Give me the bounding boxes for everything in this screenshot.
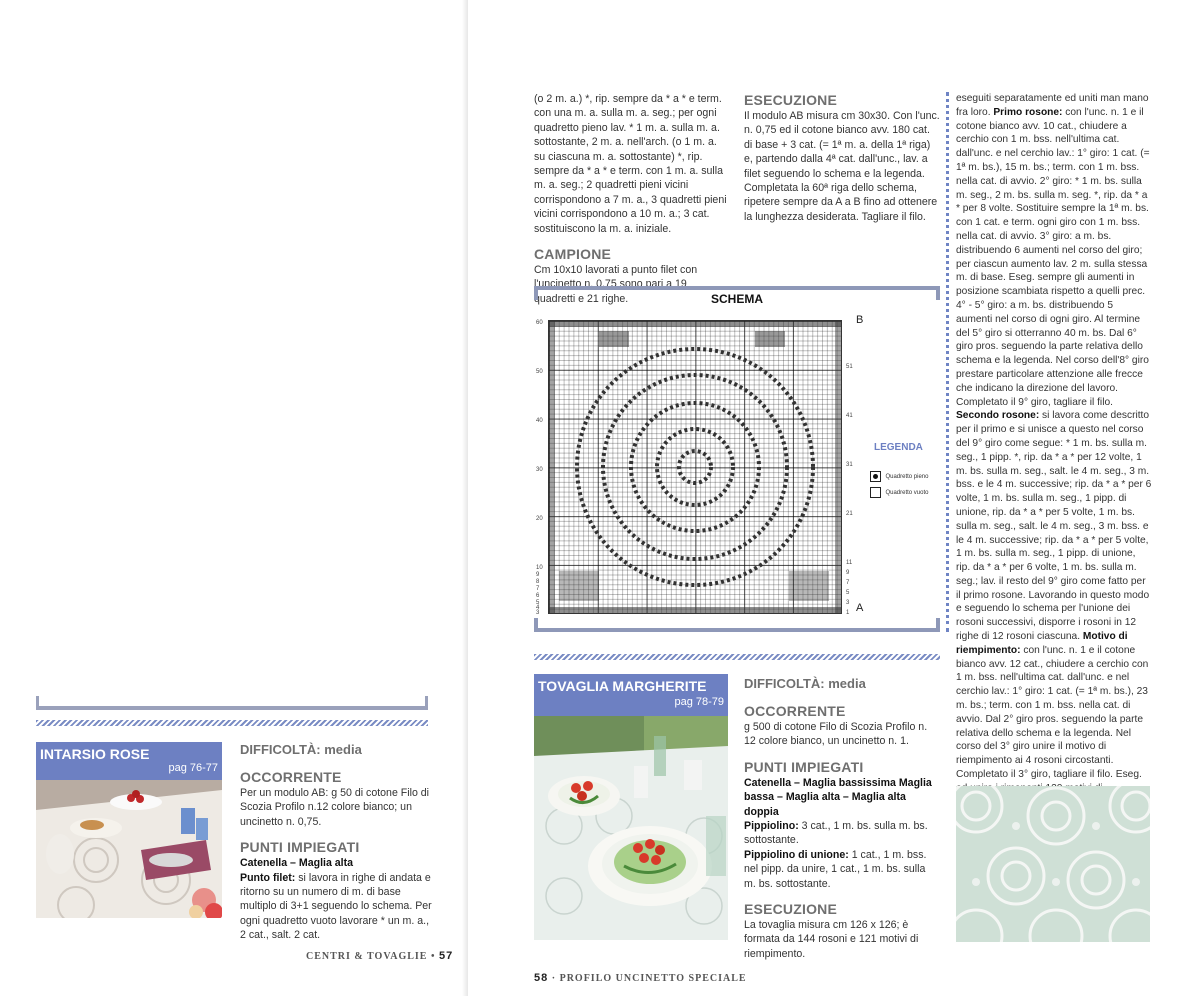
col2-top-block bbox=[744, 92, 940, 224]
left-footer-dot: • bbox=[430, 951, 436, 962]
right-footer bbox=[534, 972, 747, 984]
tovaglia-photo-image bbox=[534, 716, 728, 940]
intarsio-punti-heading: PUNTI IMPIEGATI bbox=[240, 839, 360, 856]
tick-left-40: 40 bbox=[536, 418, 543, 424]
tick-right-3: 3 bbox=[846, 600, 850, 606]
tovaglia-title: TOVAGLIA MARGHERITE bbox=[538, 678, 707, 694]
tick-left-5: 5 bbox=[536, 600, 540, 606]
tick-right-7: 7 bbox=[846, 580, 850, 586]
tick-right-11: 11 bbox=[846, 560, 853, 566]
tick-left-3: 3 bbox=[536, 610, 540, 616]
legend-item-empty bbox=[870, 484, 940, 502]
tick-right-41: 41 bbox=[846, 413, 853, 419]
esecuzione-heading: ESECUZIONE bbox=[744, 92, 838, 108]
secondo-rosone-text: si lavora come descritto per il primo e si unisce a questo nel corso del 9° giro come segue: * 1 m. bs. sulla m. seg., 1 pipp. *, rip. da * a * per 12 volte, 1 m. bs. sulla m. seg., salt. le 4 m. seg., 3 m. bss. e le 4 m. successive; rip. da * a * per 6 volte, 1 m. bs. sulla m. seg., 1 pipp. di unione, rip. da * a * per 5 volte, 1 m. bs. sulla m. seg., salt. le 4 m. seg., 3 m. bss. e le 4 m. successive; rip. da * a * per 5 volte, 1 m. bs. sulla m. seg., 1 pipp. di unione, rip. da * a * per 6 volte, 1 m. bs. sulla m. seg.; lav. il resto del 9° giro come fatto per il primo rosone. Lavorando in questo modo e seguendo lo schema per l'unione dei rosoni successivi, disporre i rosoni in 12 righe di 12 rosoni ciascuna. bbox=[956, 410, 1152, 643]
tick-left-20: 20 bbox=[536, 516, 543, 522]
col3-intro: eseguiti separatamente ed uniti man mano fra loro. bbox=[956, 93, 1149, 118]
hatch-divider-right bbox=[534, 654, 940, 660]
punto-filet-label: Punto filet: bbox=[240, 871, 296, 884]
primo-rosone-text: con l'unc. n. 1 e il cotone bianco avv. 10 cat., chiudere a cerchio con 1 m. bss. nell'ultima cat. dall'unc. e nel cerchio lav.: 1° giro: 1 cat. (= 1ª m. bs.), 15 m. bs.; term. con 1 m. bss. nella cat. di avvio. 2° giro: * 1 m. bs. sulla m. seg., 2 m. bs. sulla m. seg. *, rip. da * a * per 8 volte. Sostituire sempre la 1ª m. bs. con 1 cat. e term. ogni giro con 1 m. bss. nella cat. di avvio. 3° giro: a m. bs. distribuendo 6 aumenti nel corso del giro; per ciascun aumento lav. 2 m. sulla stessa m. di base. Eseg. sempre gli aumenti in posizione scambiata rispetto a quelli prec. 4° - 5° giro: a m. bs. distribuendo 5 aumenti nel corso di ogni giro. Al termine del 5° giro si otterranno 40 m. bs. Dal 6° giro pros. seguendo la parte relativa dello schema e la legenda. Nel corso dell'8° giro prestare particolare attenzione alle frecce che indicano la direzione del lavoro. Completato il 9° giro, tagliare il filo. bbox=[956, 106, 1150, 408]
hatch-divider-left bbox=[36, 720, 428, 726]
schema-chart-area bbox=[534, 306, 940, 616]
tovaglia-esecuzione-text: La tovaglia misura cm 126 x 126; è formata da 144 rosoni e 121 motivi di riempimento. bbox=[744, 919, 919, 960]
intarsio-photo bbox=[36, 780, 222, 918]
tick-left-10: 10 bbox=[536, 565, 543, 571]
right-footer-dot: · bbox=[551, 973, 557, 984]
right-footer-section: PROFILO UNCINETTO SPECIALE bbox=[559, 973, 747, 984]
tick-left-60: 60 bbox=[536, 320, 543, 326]
tick-left-4: 4 bbox=[536, 605, 540, 611]
tovaglia-pag: pag 78-79 bbox=[674, 696, 724, 708]
left-footer bbox=[306, 950, 453, 962]
intarsio-text-block bbox=[240, 742, 432, 943]
tick-right-31: 31 bbox=[846, 462, 853, 468]
intarsio-title: INTARSIO ROSE bbox=[40, 746, 150, 762]
schema-title: SCHEMA bbox=[710, 292, 763, 306]
primo-rosone-label: Primo rosone: bbox=[993, 106, 1063, 118]
left-page bbox=[0, 0, 468, 996]
col3-block bbox=[956, 92, 1152, 809]
tovaglia-occorrente-heading: OCCORRENTE bbox=[744, 703, 846, 719]
tick-left-50: 50 bbox=[536, 369, 543, 375]
campione-heading: CAMPIONE bbox=[534, 246, 612, 263]
tick-left-9: 9 bbox=[536, 572, 540, 578]
schema-pattern bbox=[549, 321, 841, 613]
tovaglia-punti-sub: Catenella – Maglia bassissima Maglia bassa – Maglia alta – Maglia alta doppia bbox=[744, 776, 932, 818]
tovaglia-esecuzione-heading: ESECUZIONE bbox=[744, 901, 838, 918]
campione-text: Cm 10x10 lavorati a punto filet con l'uncinetto n. 0,75 sono pari a 19 quadretti e 21 righe. bbox=[534, 264, 698, 305]
secondo-rosone-label: Secondo rosone: bbox=[956, 410, 1040, 422]
pippiolino-text: 3 cat., 1 m. bs. sulla m. bs. sottostante. bbox=[744, 820, 928, 847]
punto-filet-text: si lavora in righe di andata e ritorno su un numero di m. di base multiplo di 3+1 seguendo lo schema. Per ogni quadretto vuoto lavorare * un m. a., 2 cat., salt. 2 cat. bbox=[240, 871, 432, 942]
tovaglia-photo bbox=[534, 716, 728, 940]
tovaglia-punti-heading: PUNTI IMPIEGATI bbox=[744, 758, 864, 775]
right-footer-page: 58 bbox=[534, 972, 549, 984]
pattern-rose-outer bbox=[577, 349, 813, 585]
tovaglia-pippiolino-unione bbox=[744, 848, 940, 891]
motivo-text: con l'unc. n. 1 e il cotone bianco avv. 12 cat., chiudere a cerchio con 1 m. bss. nell'ultima cat. dall'unc. e nel cerchio lav.: 1° giro: 1 cat. (= 1ª m. bs.), 23 m. bs.; term. con 1 m. bss. nella cat. di avvio. Dal 2° giro pros. seguendo la parte relativa dello schema e la legenda. Nel corso del 3° giro unire il motivo di riempimento ai 4 rosoni circostanti. Completato il 3° giro, tagliare il filo. Eseg. bbox=[956, 644, 1149, 781]
intarsio-label bbox=[36, 742, 222, 780]
tovaglia-label bbox=[534, 674, 728, 716]
tovaglia-difficulty: DIFFICOLTÀ: media bbox=[744, 676, 866, 691]
esecuzione-text: Il modulo AB misura cm 30x30. Con l'unc. n. 0,75 ed il cotone bianco avv. 180 cat. di base + 3 cat. (= 1ª m. a. della 1ª riga) e, partendo dalla 4ª cat. dall'unc., lav. a filet seguendo lo schema e la legenda. Completata la 60ª riga dello schema, ripetere sempre da A a B fino ad ottenere la lunghezza desiderata. Tagliare il filo. bbox=[744, 110, 940, 223]
intarsio-punto-filet bbox=[240, 871, 432, 943]
left-footer-section: CENTRI & TOVAGLIE bbox=[306, 951, 428, 962]
intarsio-pag: pag 76-77 bbox=[168, 762, 218, 774]
frame-bottom-left bbox=[36, 696, 428, 710]
tick-left-8: 8 bbox=[536, 579, 540, 585]
tick-left-6: 6 bbox=[536, 593, 540, 599]
tovaglia-pippiolino bbox=[744, 819, 940, 848]
tovaglia-text-block bbox=[744, 676, 940, 961]
col1-top-text: (o 2 m. a.) *, rip. sempre da * a * e term. con una m. a. sulla m. a. seg.; per ogni quadretto pieno lav. * 1 m. a. sulla m. a. sottostante, 2 m. a. nell'arch. (o 1 m. a. su ciascuna m. a. sottostante) *, rip. sempre da * a * e term. con 1 m. a. sulla m. a. seg.; 2 quadretti pieni vicini corrispondono a 7 m. a., 3 quadretti pieni vicini corrispondono a 10 m. a.; 3 cat. sostituiscono la m. a. iniziale. bbox=[534, 93, 727, 235]
pippiolino-unione-text: 1 cat., 1 m. bss. nel pipp. da unire, 1 cat., 1 m. bs. sulla m. bs. sottostante. bbox=[744, 848, 927, 890]
tick-left-30: 30 bbox=[536, 467, 543, 473]
intarsio-punti-sub: Catenella – Maglia alta bbox=[240, 857, 354, 870]
schema-label-b: B bbox=[856, 314, 864, 326]
column-dotted-divider bbox=[946, 92, 949, 632]
legend-empty-label: Quadretto vuoto bbox=[885, 489, 929, 496]
lace-detail-image bbox=[956, 786, 1150, 942]
schema-frame-bottom bbox=[534, 618, 940, 632]
schema-label-a: A bbox=[856, 602, 864, 614]
intarsio-occorrente-text: Per un modulo AB: g 50 di cotone Filo di Scozia Profilo n.12 colore bianco; un uncinetto n. 0,75. bbox=[240, 787, 430, 828]
legend-title: LEGENDA bbox=[874, 442, 923, 453]
right-page bbox=[468, 0, 1200, 996]
tovaglia-occorrente-text: g 500 di cotone Filo di Scozia Profilo n. 12 colore bianco, un uncinetto n. 1. bbox=[744, 721, 928, 748]
tick-right-5: 5 bbox=[846, 590, 850, 596]
legend-full-label: Quadretto pieno bbox=[885, 473, 929, 480]
tick-right-51: 51 bbox=[846, 364, 853, 370]
intarsio-occorrente-heading: OCCORRENTE bbox=[240, 769, 342, 785]
pippiolino-unione-label: Pippiolino di unione: bbox=[744, 848, 849, 861]
col1-top-block bbox=[534, 92, 730, 306]
tick-right-21: 21 bbox=[846, 511, 853, 517]
col3-text bbox=[956, 92, 1152, 809]
lace-detail-photo bbox=[956, 786, 1150, 942]
tick-right-9: 9 bbox=[846, 570, 850, 576]
legend-empty-swatch bbox=[870, 487, 881, 498]
tick-right-1: 1 bbox=[846, 610, 850, 616]
left-footer-page: 57 bbox=[439, 950, 454, 962]
schema-grid bbox=[548, 320, 842, 614]
legend-full-swatch bbox=[870, 471, 881, 482]
motivo-label: Motivo di riempimento: bbox=[956, 631, 1128, 656]
intarsio-difficulty: DIFFICOLTÀ: media bbox=[240, 742, 362, 757]
pippiolino-label: Pippiolino: bbox=[744, 820, 799, 833]
intarsio-photo-image bbox=[36, 780, 222, 918]
tick-left-7: 7 bbox=[536, 586, 540, 592]
